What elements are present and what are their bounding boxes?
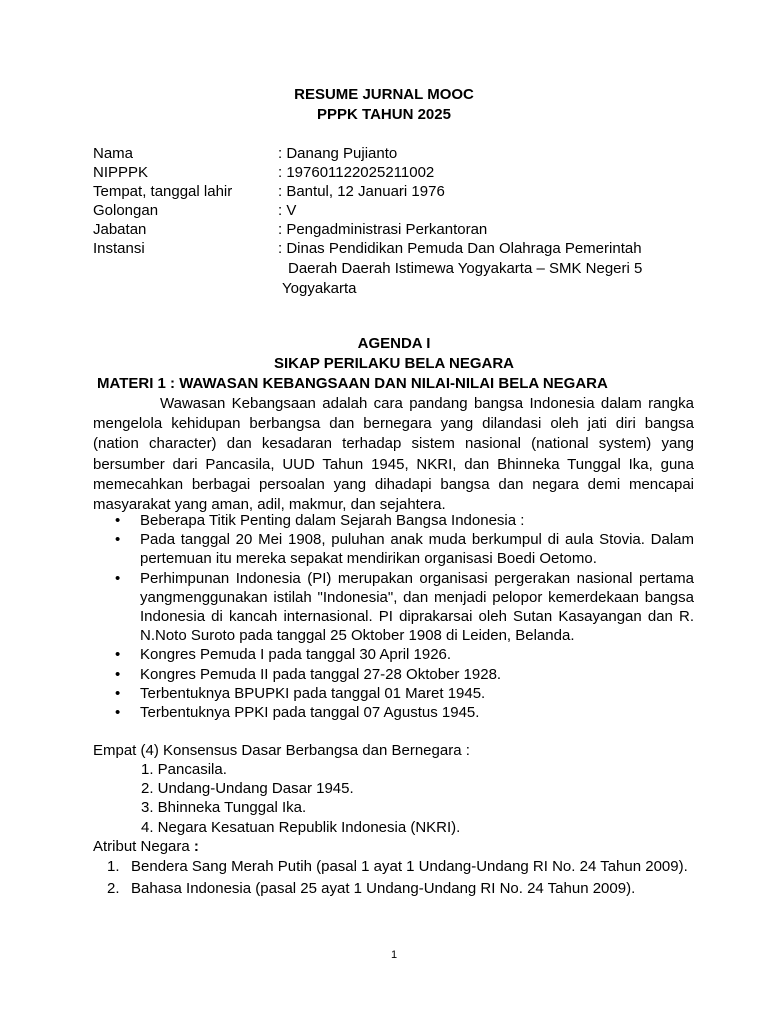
bullet-icon: • [115,512,121,529]
identity-value-nama: : Danang Pujianto [278,145,398,162]
list-item: • Pada tanggal 20 Mei 1908, puluhan anak muda berkumpul di aula Stovia. Dalam pertemuan itu mereka sepakat mendirikan organisasi Boedi Oetomo. [115,531,694,568]
list-item: • Perhimpunan Indonesia (PI) merupakan organisasi pergerakan nasional pertama yangmenggunakan istilah "Indonesia", dan menjadi pelopor kemerdekaan bangsa Indonesia di kancah internasional. PI diprakarsai oleh Sutan Kasayangan dan R. N.Noto Suroto pada tanggal 25 Oktober 1908 di Leiden, Belanda. [115,569,694,645]
identity-value-golongan: : V [278,202,297,219]
history-bullet-list [112,511,694,722]
identity-value-jabatan: : Pengadministrasi Perkantoran [278,221,488,238]
atribut-list [93,857,694,900]
identity-value-instansi: : Dinas Pendidikan Pemuda Dan Olahraga Pemerintah [278,240,642,257]
bullet-icon: • [115,665,121,683]
konsensus-item: 3. Bhinneka Tunggal Ika. [141,799,307,816]
bullet-icon: • [115,646,121,664]
list-item: • Kongres Pemuda I pada tanggal 30 April 1926. [115,646,452,664]
identity-label-jabatan: Jabatan [93,221,147,238]
identity-value-ttl: : Bantul, 12 Januari 1976 [278,183,445,200]
identity-value-nipppk: : 197601122025211002 [278,164,435,181]
konsensus-item: 2. Undang-Undang Dasar 1945. [141,780,354,797]
materi-heading: MATERI 1 : WAWASAN KEBANGSAAN DAN NILAI-NILAI BELA NEGARA [97,375,608,392]
identity-label-nipppk: NIPPPK [93,164,149,181]
konsensus-heading: Empat (4) Konsensus Dasar Berbangsa dan Bernegara : [93,742,470,759]
list-item: • Terbentuknya PPKI pada tanggal 07 Agustus 1945. [115,704,480,722]
bullet-icon: • [115,684,121,702]
identity-value-instansi-cont2: Yogyakarta [282,280,357,297]
page-number: 1 [390,949,398,961]
konsensus-item: 1. Pancasila. [141,761,227,778]
bullet-icon: • [115,704,121,722]
document-title: RESUME JURNAL MOOC [294,86,474,103]
atribut-heading: Atribut Negara : [93,838,199,855]
konsensus-item: 4. Negara Kesatuan Republik Indonesia (NKRI). [141,819,461,836]
list-item: 1. Bendera Sang Merah Putih (pasal 1 ayat 1 Undang-Undang RI No. 24 Tahun 2009). [107,858,688,875]
intro-paragraph-text: Wawasan Kebangsaan adalah cara pandang bangsa Indonesia dalam rangka mengelola kehidupan berbangsa dan bernegara yang dilandasi oleh jati diri bangsa (nation character) dan kesadaran terhadap sistem nasional (national system) yang bersumber dari Pancasila, UUD Tahun 1945, NKRI, dan Bhinneka Tunggal Ika, guna memecahkan berbagai persoalan yang dihadapi bangsa dan negara demi mencapai masyarakat yang aman, adil, makmur, dan sejahtera. [93,395,694,514]
identity-value-instansi-cont1: Daerah Daerah Istimewa Yogyakarta – SMK Negeri 5 [288,260,643,277]
identity-label-golongan: Golongan [93,202,159,219]
list-item: • Terbentuknya BPUPKI pada tanggal 01 Maret 1945. [115,684,486,702]
identity-label-nama: Nama [93,145,134,162]
bullet-icon: • [115,531,121,549]
document-subtitle: PPPK TAHUN 2025 [317,106,451,123]
list-item: 2. Bahasa Indonesia (pasal 25 ayat 1 Undang-Undang RI No. 24 Tahun 2009). [107,879,636,897]
agenda-subtitle: SIKAP PERILAKU BELA NEGARA [273,355,515,372]
list-item: • Beberapa Titik Penting dalam Sejarah Bangsa Indonesia : [115,512,525,529]
bullet-icon: • [115,569,121,587]
identity-label-ttl: Tempat, tanggal lahir [93,183,233,200]
intro-paragraph [93,394,694,515]
list-item: • Kongres Pemuda II pada tanggal 27-28 Oktober 1928. [115,665,502,683]
identity-label-instansi: Instansi [93,240,145,257]
agenda-title: AGENDA I [357,335,431,352]
